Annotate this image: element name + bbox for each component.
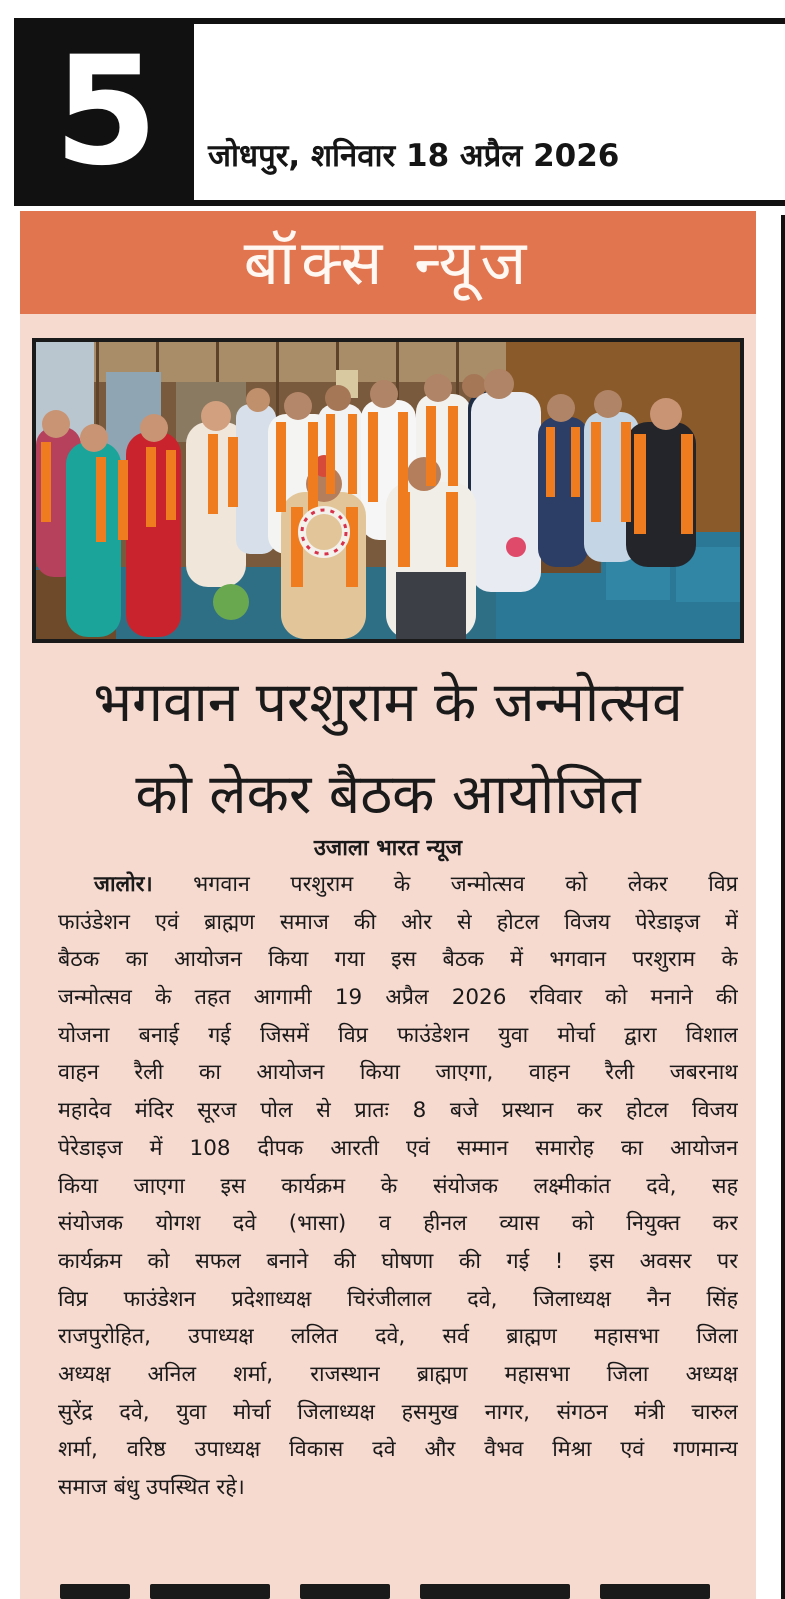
body-line-text: भगवान परशुराम के जन्मोत्सव को लेकर विप्र bbox=[193, 872, 738, 897]
group-photo-illustration bbox=[36, 342, 740, 639]
body-line: महादेव मंदिर सूरज पोल से प्रातः 8 बजे प्रस्थान कर होटल विजय bbox=[58, 1098, 738, 1124]
body-line: विप्र फाउंडेशन प्रदेशाध्यक्ष चिरंजीलाल दवे, जिलाध्यक्ष नैन सिंह bbox=[58, 1286, 738, 1312]
body-line: राजपुरोहित, उपाध्यक्ष ललित दवे, सर्व ब्राह्मण महासभा जिला bbox=[58, 1324, 738, 1350]
body-line: समाज बंधु उपस्थित रहे। bbox=[58, 1475, 245, 1500]
article-body bbox=[58, 866, 738, 1507]
body-line: शर्मा, वरिष्ठ उपाध्यक्ष विकास दवे और वैभव मिश्रा एवं गणमान्य bbox=[58, 1437, 738, 1463]
body-line: पेरेडाइज में 108 दीपक आरती एवं सम्मान समारोह का आयोजन bbox=[58, 1135, 738, 1161]
body-line: अध्यक्ष अनिल शर्मा, राजस्थान ब्राह्मण महासभा जिला अध्यक्ष bbox=[58, 1361, 738, 1387]
dateline: जोधपुर, शनिवार 18 अप्रैल 2026 bbox=[208, 138, 620, 174]
body-line: वाहन रैली का आयोजन किया जाएगा, वाहन रैली जबरनाथ bbox=[58, 1060, 738, 1086]
section-title: बॉक्स न्यूज bbox=[243, 226, 533, 299]
body-line: बैठक का आयोजन किया गया इस बैठक में भगवान परशुराम के bbox=[58, 947, 738, 973]
body-line: योजना बनाई गई जिसमें विप्र फाउंडेशन युवा मोर्चा द्वारा विशाल bbox=[58, 1022, 738, 1048]
body-line: संयोजक योगश दवे (भासा) व हीनल व्यास को नियुक्त कर bbox=[58, 1211, 738, 1237]
headline-line-2: को लेकर बैठक आयोजित bbox=[135, 762, 641, 826]
body-line: कार्यक्रम को सफल बनाने की घोषणा की गई ! इस अवसर पर bbox=[58, 1248, 738, 1274]
masthead-frame bbox=[190, 18, 785, 206]
body-line: किया जाएगा इस कार्यक्रम के संयोजक लक्ष्मीकांत दवे, सह bbox=[58, 1173, 738, 1199]
body-line: जन्मोत्सव के तहत आगामी 19 अप्रैल 2026 रविवार को मनाने की bbox=[58, 985, 738, 1011]
body-line: फाउंडेशन एवं ब्राह्मण समाज की ओर से होटल विजय पेरेडाइज में bbox=[58, 909, 738, 935]
page-number-block bbox=[14, 18, 194, 206]
column-rule bbox=[781, 215, 785, 1599]
body-line: सुरेंद्र दवे, युवा मोर्चा जिलाध्यक्ष हसमुख नागर, संगठन मंत्री चारुल bbox=[58, 1399, 738, 1425]
news-article bbox=[20, 314, 756, 1599]
dateline-place: जालोर। bbox=[94, 872, 153, 897]
headline bbox=[20, 656, 756, 840]
article-photo bbox=[32, 338, 744, 643]
page-number: 5 bbox=[53, 25, 155, 199]
headline-line-1: भगवान परशुराम के जन्मोत्सव bbox=[93, 670, 683, 734]
section-header bbox=[20, 211, 756, 314]
byline: उजाला भारत न्यूज bbox=[313, 836, 463, 861]
body-line bbox=[58, 866, 738, 904]
cut-off-next-headline bbox=[20, 1582, 756, 1599]
